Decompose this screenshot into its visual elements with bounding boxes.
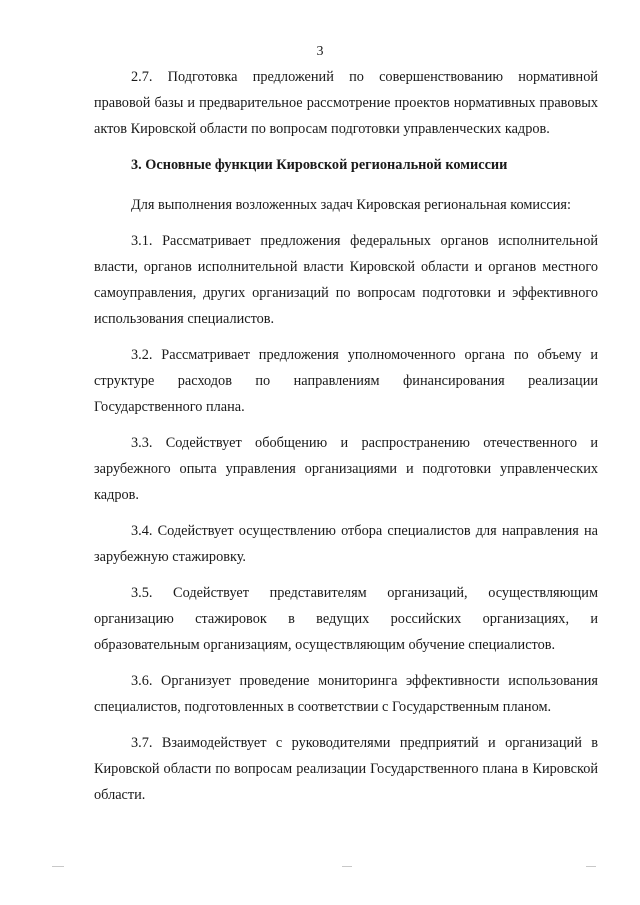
section-heading: 3. Основные функции Кировской региональной комиссии: [131, 157, 508, 173]
document-body: [94, 64, 598, 818]
paragraph-3-7: 3.7. Взаимодействует с руководителями предприятий и организаций в Кировской области по вопросам реализации Государственного плана в Кировской области.: [94, 735, 598, 803]
paragraph-3-3: 3.3. Содействует обобщению и распространению отечественного и зарубежного опыта управления организациями и подготовки управленческих кадров.: [94, 435, 598, 503]
paragraph-3-5: 3.5. Содействует представителям организаций, осуществляющим организацию стажировок в ведущих российских организациях, и образовательным организациям, осуществляющим обучение специалистов.: [94, 585, 598, 653]
paragraph-intro: Для выполнения возложенных задач Кировская региональная комиссия:: [131, 197, 571, 213]
scan-artifact-center: [342, 866, 352, 867]
paragraph-3-4: 3.4. Содействует осуществлению отбора специалистов для направления на зарубежную стажировку.: [94, 523, 598, 565]
paragraph-3-2: 3.2. Рассматривает предложения уполномоченного органа по объему и структуре расходов по направлениям финансирования реализации Государственного плана.: [94, 347, 598, 415]
paragraph-3-1: 3.1. Рассматривает предложения федеральных органов исполнительной власти, органов исполнительной власти Кировской области и органов местного самоуправления, других организаций по вопросам подготовки и эффективного использования специалистов.: [94, 233, 598, 327]
page-number: 3: [316, 44, 324, 59]
scan-artifact-right: [586, 866, 596, 867]
paragraph-3-6: 3.6. Организует проведение мониторинга эффективности использования специалистов, подготовленных в соответствии с Государственным планом.: [94, 673, 598, 715]
paragraph-2-7: 2.7. Подготовка предложений по совершенствованию нормативной правовой базы и предварительное рассмотрение проектов нормативных правовых актов Кировской области по вопросам подготовки управленческих кадров.: [94, 69, 598, 137]
scan-artifact-left: [52, 866, 64, 867]
